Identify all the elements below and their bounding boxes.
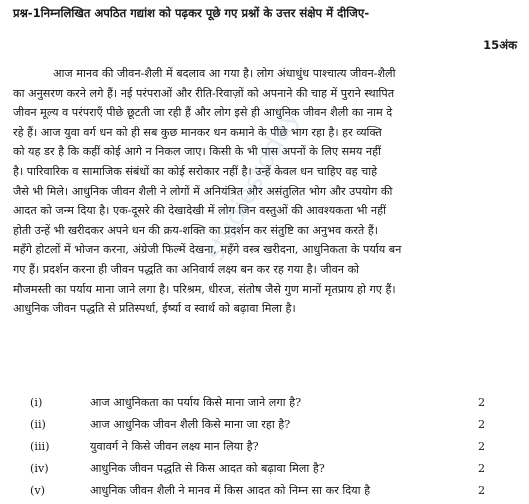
question-item	[0, 480, 529, 502]
passage-line: जीवन मूल्य व परंपराएँ पीछे छूटती जा रही हैं और लोग इसे ही आधुनिक जीवन शैली का नाम दे	[13, 106, 393, 120]
question-marks: 2	[478, 484, 486, 497]
question-item	[0, 436, 529, 458]
passage-line: जैसे भी मिले। आधुनिक जीवन शैली ने लोगों में अनियंत्रित और असंतुलित भोग और उपयोग की	[13, 184, 393, 198]
passage-line: आधुनिक जीवन पद्धति से प्रतिस्पर्धा, ईर्ष्या व स्वार्थ को बढ़ावा मिला है।	[13, 302, 296, 316]
passage-line: होती उन्हें भी खरीदकर अपने धन की क्रय-शक्ति का प्रदर्शन कर संतुष्टि का अनुभव करते हैं।	[13, 223, 379, 237]
question-item	[0, 414, 529, 436]
question-marks: 2	[478, 462, 486, 475]
passage-line: महँगे होटलों में भोजन करना, अंग्रेजी फिल्में देखना, महँगे वस्त्र खरीदना, आधुनिकता के पर्याय बन	[13, 243, 402, 257]
unseen-passage	[13, 64, 520, 319]
question-text: आधुनिक जीवन पद्धति से किस आदत को बढ़ावा मिला है?	[90, 462, 325, 475]
passage-line: आज मानव की जीवन-शैली में बदलाव आ गया है। लोग अंधाधुंध पाश्चात्य जीवन-शैली	[53, 67, 396, 80]
passage-line: को यह डर है कि कहीं कोई आगे न निकल जाए। किसी के भी पास अपनों के लिए समय नहीं	[13, 145, 381, 159]
question-number: (i)	[30, 396, 43, 409]
question-marks: 2	[478, 440, 486, 453]
passage-line: रहे हैं। आज युवा वर्ग धन को ही सब कुछ मानकर धन कमाने के पीछे भाग रहा है। हर व्यक्ति	[13, 125, 382, 139]
passage-line: आदत को जन्म दिया है। एक-दूसरे की देखादेखी में लोग जिन वस्तुओं की आवश्यकता भी नहीं	[13, 204, 386, 218]
question-marks: 2	[478, 396, 486, 409]
question-text: आज आधुनिकता का पर्याय किसे माना जाने लगा है?	[90, 396, 302, 409]
passage-line: गए हैं। प्रदर्शन करना ही जीवन पद्धति का अनिवार्य लक्ष्य बन कर रह गया है। जीवन को	[13, 262, 360, 276]
question-item	[0, 392, 529, 414]
passage-line: का अनुसरण करने लगे हैं। नई परंपराओं और रीति-रिवाज़ों को अपनाने की चाह में पुराने स्थापित	[13, 86, 395, 100]
question-item	[0, 458, 529, 480]
question-heading: प्रश्न-1निम्नलिखित अपठित गद्यांश को पढ़कर पूछे गए प्रश्नों के उत्तर संक्षेप में दीजिए-	[13, 6, 370, 20]
passage-line: है। पारिवारिक व सामाजिक संबंधों का कोई सरोकार नहीं है। उन्हें केवल धन चाहिए वह चाहे	[13, 164, 378, 178]
total-marks: 15अंक	[483, 38, 517, 52]
question-marks: 2	[478, 418, 486, 431]
question-number: (v)	[30, 484, 46, 497]
question-text: आज आधुनिक जीवन शैली किसे माना जा रहा है?	[90, 418, 291, 431]
question-text: युवावर्ग ने किसे जीवन लक्ष्य मान लिया है?	[90, 440, 259, 453]
passage-line: मौजमस्ती का पर्याय माना जाने लगा है। परिश्रम, धीरज, संतोष जैसे गुण मानों मृतप्राय हो गए हैं।	[13, 282, 396, 296]
question-number: (ii)	[30, 418, 46, 431]
watermark: studiestoday	[200, 104, 306, 267]
question-number: (iv)	[30, 462, 49, 475]
question-number: (iii)	[30, 440, 50, 453]
question-text: आधुनिक जीवन शैली ने मानव में किस आदत को निम्न सा कर दिया है	[90, 484, 371, 497]
